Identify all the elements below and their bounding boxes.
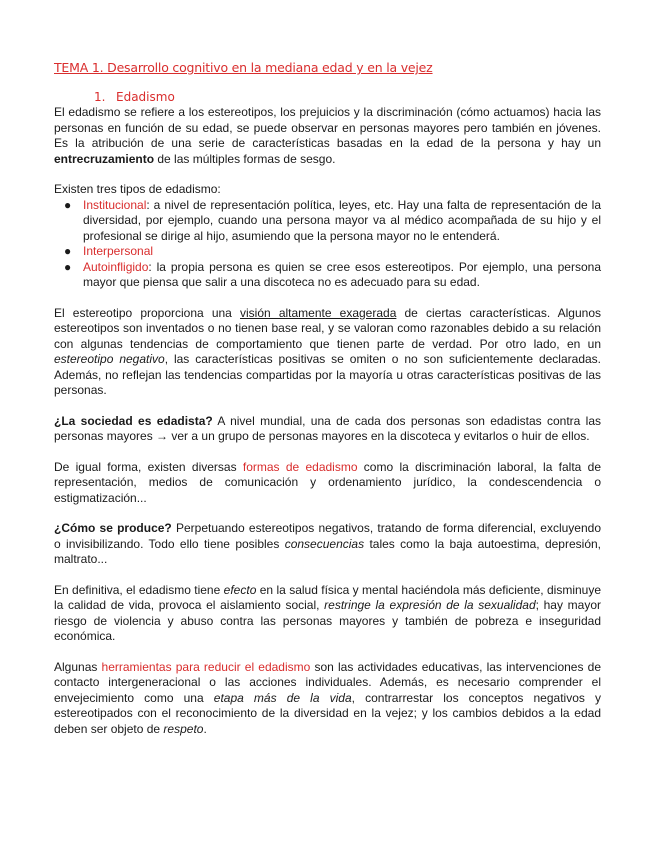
paragraph-effects xyxy=(54,583,601,645)
type-name: Interpersonal xyxy=(83,244,154,258)
p1-bold: entrecruzamiento xyxy=(54,151,155,166)
section-label: Edadismo xyxy=(116,89,175,104)
p7-italic-2: respeto xyxy=(163,721,204,736)
paragraph-tools xyxy=(54,660,601,738)
type-name: Institucional xyxy=(83,197,147,212)
section-heading xyxy=(54,90,601,106)
bullet-icon: ● xyxy=(64,197,72,212)
paragraph-how xyxy=(54,521,601,568)
p5-italic: consecuencias xyxy=(284,536,365,551)
bullet-icon: ● xyxy=(64,244,72,258)
p7-italic-1: etapa más de la vida xyxy=(213,690,352,705)
p2-underline: visión altamente exagerada xyxy=(240,305,397,320)
p3-text: A nivel mundial, una de cada dos personas son edadistas contra las personas mayores → ver a un grupo de personas mayores en la discoteca y evitarlos o huir de ellos. xyxy=(54,413,601,443)
paragraph-forms xyxy=(54,460,601,507)
p7-text-d: . xyxy=(203,721,207,736)
p1-text-b: de las múltiples formas de sesgo. xyxy=(154,151,336,166)
document-title: TEMA 1. Desarrollo cognitivo en la mediana edad y en la vejez xyxy=(54,60,433,75)
p4-red: formas de edadismo xyxy=(242,459,358,474)
list-item xyxy=(64,197,601,245)
p6-text-a: En definitiva, el edadismo tiene xyxy=(54,582,224,597)
p6-text-b: en la salud física y mental haciéndola más deficiente, disminuye la calidad de vida, provoca el aislamiento social, xyxy=(54,582,602,612)
type-name: Autoinfligido xyxy=(83,259,149,274)
p2-italic: estereotipo negativo xyxy=(54,352,165,366)
list-item xyxy=(64,244,601,260)
p4-text-b: como la discriminación laboral, la falta de representación, medios de comunicación y ordenamiento jurídico, la condescendencia o estigmatización... xyxy=(54,459,601,505)
bullet-icon: ● xyxy=(64,259,72,274)
p2-text-c: , las características positivas se omiten o no son suficientemente declaradas. Además, no reflejan las tendencias compartidas por la mayoría u otras características positivas de las personas. xyxy=(54,352,601,397)
types-intro: Existen tres tipos de edadismo: xyxy=(54,182,221,196)
p7-red: herramientas para reducir el edadismo xyxy=(101,659,311,674)
list-item xyxy=(64,259,601,291)
p2-text-a: El estereotipo proporciona una xyxy=(54,305,240,320)
p6-italic-2: restringe la expresión de la sexualidad xyxy=(324,598,536,612)
p7-text-b: son las actividades educativas, las intervenciones de contacto intergeneracional o las acciones individuales. Además, es necesario comprender el envejecimiento como una xyxy=(54,659,602,705)
paragraph-society xyxy=(54,414,601,445)
paragraph-stereotype xyxy=(54,306,601,399)
p7-text-c: , contrarrestar los conceptos negativos y estereotipados con el reconocimiento de la diversidad en la vejez; y los cambios debidos a la edad deben ser objeto de xyxy=(54,690,601,736)
p6-text-c: ; hay mayor riesgo de violencia y abuso contra las personas mayores y también de pobreza e inseguridad económica. xyxy=(54,598,601,643)
types-list xyxy=(54,198,601,291)
p7-text-a: Algunas xyxy=(54,659,102,674)
p3-bold: ¿La sociedad es edadista? xyxy=(54,413,213,428)
type-text: : a nivel de representación política, leyes, etc. Hay una falta de representación de la diversidad, por ejemplo, cuando una persona mayor va al médico acompañada de su hijo y el profesional se dirige al hijo, asumiendo que la persona mayor no le entenderá. xyxy=(83,197,601,243)
paragraph-definition xyxy=(54,105,601,167)
p5-text-b: tales como la baja autoestima, depresión, maltrato... xyxy=(54,536,601,566)
p4-text-a: De igual forma, existen diversas xyxy=(54,459,243,474)
type-text: : la propia persona es quien se cree esos estereotipos. Por ejemplo, una persona mayor que piensa que salir a una discoteca no es adecuado para su edad. xyxy=(83,259,601,289)
p1-text-a: El edadismo se refiere a los estereotipos, los prejuicios y la discriminación (cómo actuamos) hacia las personas en función de su edad, se puede observar en personas mayores pero también en jóvenes. Es la atribución de una serie de características basadas en la edad de la persona y hay un xyxy=(54,105,601,150)
p5-text-a: Perpetuando estereotipos negativos, tratando de forma diferencial, excluyendo o invisibilizando. Todo ello tiene posibles xyxy=(54,521,601,551)
p5-bold: ¿Cómo se produce? xyxy=(54,521,172,535)
section-number: 1. xyxy=(94,89,106,104)
p2-text-b: de ciertas características. Algunos estereotipos son inventados o no tienen base real, y se valoran como razonables debido a su relación con algunas tendencias de comportamiento que tienen parte de verdad. Por otro lado, en un xyxy=(54,305,602,351)
p6-italic-1: efecto xyxy=(223,582,257,597)
